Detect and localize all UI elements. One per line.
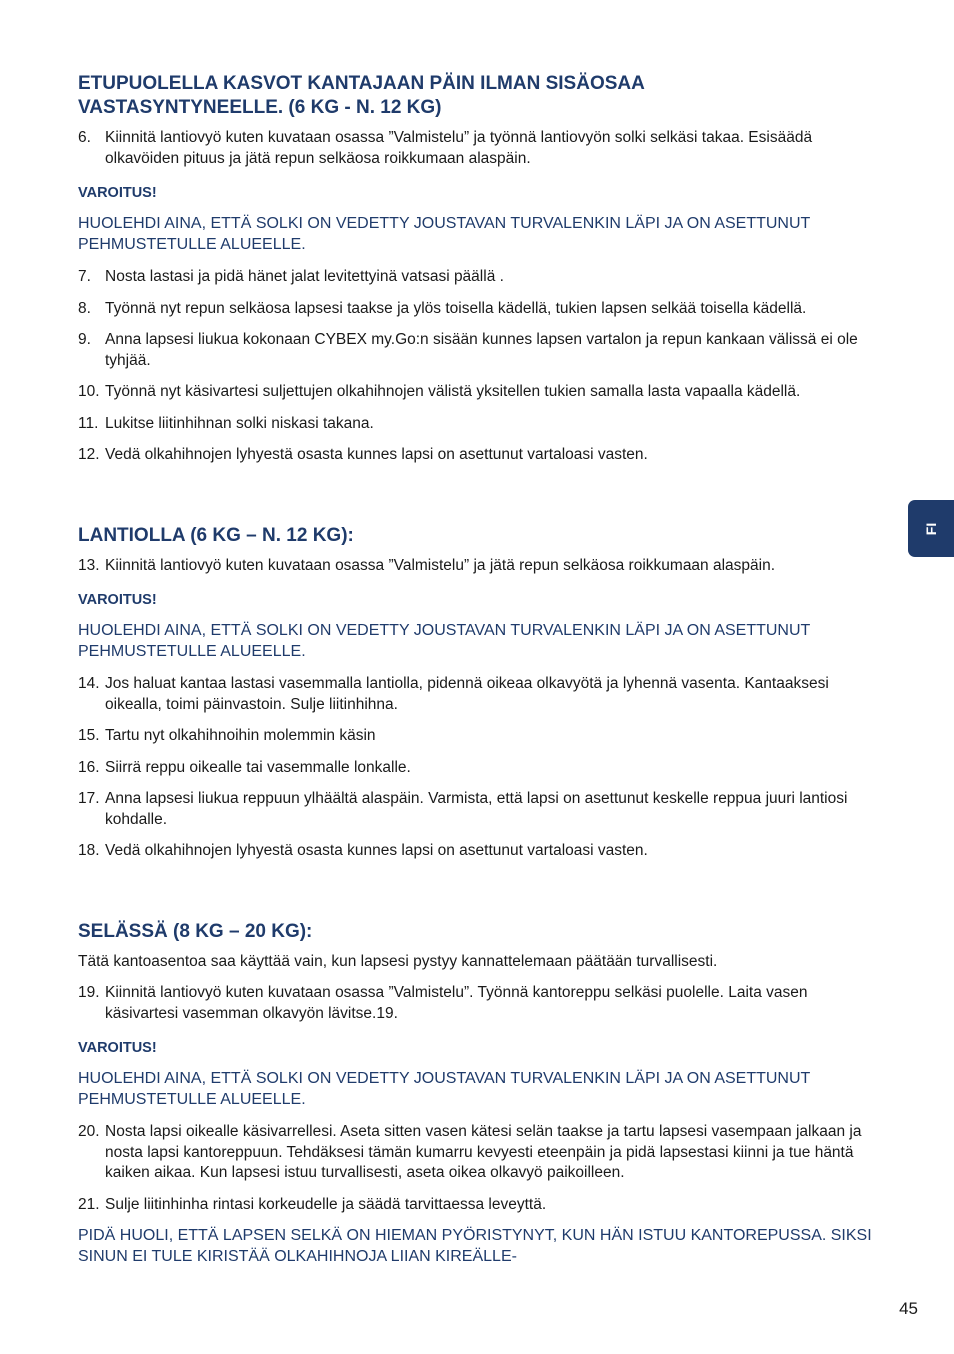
step-number: 10. <box>78 383 100 400</box>
warning-text: HUOLEHDI AINA, ETTÄ SOLKI ON VEDETTY JOUSTAVAN TURVALENKIN LÄPI JA ON ASETTUNUT PEHMUSTETULLE ALUEELLE. <box>78 622 811 660</box>
steps-list <box>78 556 878 577</box>
step-number: 16. <box>78 758 100 776</box>
step-number: 17. <box>78 790 100 807</box>
step-item <box>78 674 878 715</box>
warning-label: VAROITUS! <box>78 592 157 608</box>
step-number: 19. <box>78 984 100 1001</box>
step-item <box>78 841 878 862</box>
language-tab <box>908 500 954 557</box>
step-item <box>78 983 878 1024</box>
steps-list <box>78 674 878 862</box>
steps-list <box>78 128 878 169</box>
step-number: 14. <box>78 675 100 692</box>
step-text: Työnnä nyt käsivartesi suljettujen olkahihnojen välistä yksitellen tukien samalla lasta vapaalla kädellä. <box>105 383 801 400</box>
steps-list <box>78 1122 878 1215</box>
step-text: Tartu nyt olkahihnoihin molemmin käsin <box>105 727 376 744</box>
step-text: Nosta lapsi oikealle käsivarrellesi. Aseta sitten vasen kätesi selän taakse ja tartu lapsesi vasempaan jalkaan ja nosta lapsi kantoreppuun. Tehdäksesi tämän kumarru kevyesti eteenpäin ja pidä lapsestasi kiinni ja tue häntä kaiken aikaa. Kun lapsesi istuu turvallisesti, aseta oikea olkavyö paikoilleen. <box>105 1123 862 1181</box>
section-title-line2: VASTASYNTYNEELLE. (6 KG - N. 12 KG) <box>78 97 442 118</box>
section-intro: Tätä kantoasentoa saa käyttää vain, kun lapsesi pystyy kannattelemaan päätään turvallisesti. <box>78 952 718 970</box>
step-text: Siirrä reppu oikealle tai vasemmalle lonkalle. <box>105 758 411 776</box>
section-back <box>78 920 878 1268</box>
section-title-line1: ETUPUOLELLA KASVOT KANTAJAAN PÄIN ILMAN SISÄOSAA <box>78 73 645 94</box>
step-number: 21. <box>78 1195 100 1213</box>
step-item <box>78 414 878 435</box>
step-item <box>78 382 878 403</box>
step-number: 8. <box>78 299 91 317</box>
step-number: 6. <box>78 129 91 146</box>
step-text: Anna lapsesi liukua kokonaan CYBEX my.Go:n sisään kunnes lapsen vartalon ja repun kankaan välissä ei ole tyhjää. <box>105 331 858 369</box>
step-number: 11. <box>78 414 99 432</box>
step-item <box>78 330 878 371</box>
step-number: 9. <box>78 331 91 348</box>
step-item <box>78 1122 878 1184</box>
warning-text: HUOLEHDI AINA, ETTÄ SOLKI ON VEDETTY JOUSTAVAN TURVALENKIN LÄPI JA ON ASETTUNUT PEHMUSTETULLE ALUEELLE. <box>78 1070 811 1108</box>
step-item <box>78 299 878 320</box>
page-content <box>78 72 878 1279</box>
step-item <box>78 789 878 830</box>
step-number: 15. <box>78 727 100 744</box>
step-text: Kiinnitä lantiovyö kuten kuvataan osassa ”Valmistelu” ja työnnä lantiovyön solki selkäsi takaa. Esisäädä olkavöiden pituus ja jätä repun selkäosa roikkumaan alaspäin. <box>105 129 813 167</box>
step-text: Kiinnitä lantiovyö kuten kuvataan osassa ”Valmistelu” ja jätä repun selkäosa roikkumaan alaspäin. <box>105 556 776 574</box>
section-title: SELÄSSÄ (8 KG – 20 KG): <box>78 920 313 942</box>
step-text: Nosta lastasi ja pidä hänet jalat levitettyinä vatsasi päällä . <box>105 268 504 285</box>
warning-text: HUOLEHDI AINA, ETTÄ SOLKI ON VEDETTY JOUSTAVAN TURVALENKIN LÄPI JA ON ASETTUNUT PEHMUSTETULLE ALUEELLE. <box>78 215 811 253</box>
final-note: PIDÄ HUOLI, ETTÄ LAPSEN SELKÄ ON HIEMAN PYÖRISTYNYT, KUN HÄN ISTUU KANTOREPUSSA. SIKSI SINUN EI TULE KIRISTÄÄ OLKAHIHNOJA LIIAN KIREÄLLE- <box>78 1227 872 1265</box>
step-item <box>78 445 878 466</box>
warning-label: VAROITUS! <box>78 185 157 201</box>
section-title: LANTIOLLA (6 KG – N. 12 KG): <box>78 524 354 546</box>
step-item <box>78 128 878 169</box>
step-text: Lukitse liitinhihnan solki niskasi takana. <box>105 414 374 432</box>
step-item <box>78 758 878 779</box>
step-item <box>78 556 878 577</box>
step-text: Anna lapsesi liukua reppuun ylhäältä alaspäin. Varmista, että lapsi on asettunut keskelle reppua juuri lantiosi kohdalle. <box>105 790 848 828</box>
warning-label: VAROITUS! <box>78 1040 157 1056</box>
step-text: Työnnä nyt repun selkäosa lapsesi taakse ja ylös toisella kädellä, tukien lapsen selkää toisella kädellä. <box>105 299 807 317</box>
section-front-facing <box>78 72 878 466</box>
step-text: Jos haluat kantaa lastasi vasemmalla lantiolla, pidennä oikeaa olkavyötä ja lyhennä vasenta. Kantaaksesi oikealla, toimi päinvastoin. Sulje liitinhihna. <box>105 675 829 713</box>
step-item <box>78 267 878 288</box>
step-number: 7. <box>78 268 91 285</box>
step-text: Vedä olkahihnojen lyhyestä osasta kunnes lapsi on asettunut vartaloasi vasten. <box>105 842 648 859</box>
steps-list <box>78 267 878 466</box>
step-text: Sulje liitinhinha rintasi korkeudelle ja säädä tarvittaessa leveyttä. <box>105 1195 547 1213</box>
step-text: Vedä olkahihnojen lyhyestä osasta kunnes lapsi on asettunut vartaloasi vasten. <box>105 446 648 463</box>
step-number: 20. <box>78 1123 100 1140</box>
section-hip <box>78 524 878 862</box>
language-tab-label: FI <box>923 522 939 535</box>
step-number: 13. <box>78 556 100 574</box>
step-item <box>78 726 878 747</box>
page-number: 45 <box>899 1299 918 1318</box>
section-title <box>78 72 878 120</box>
step-number: 18. <box>78 842 100 859</box>
step-item <box>78 1195 878 1216</box>
step-number: 12. <box>78 446 100 463</box>
step-text: Kiinnitä lantiovyö kuten kuvataan osassa ”Valmistelu”. Työnnä kantoreppu selkäsi puolelle. Laita vasen käsivartesi vasemman olkavyön lävitse.19. <box>105 984 808 1022</box>
steps-list <box>78 983 878 1024</box>
